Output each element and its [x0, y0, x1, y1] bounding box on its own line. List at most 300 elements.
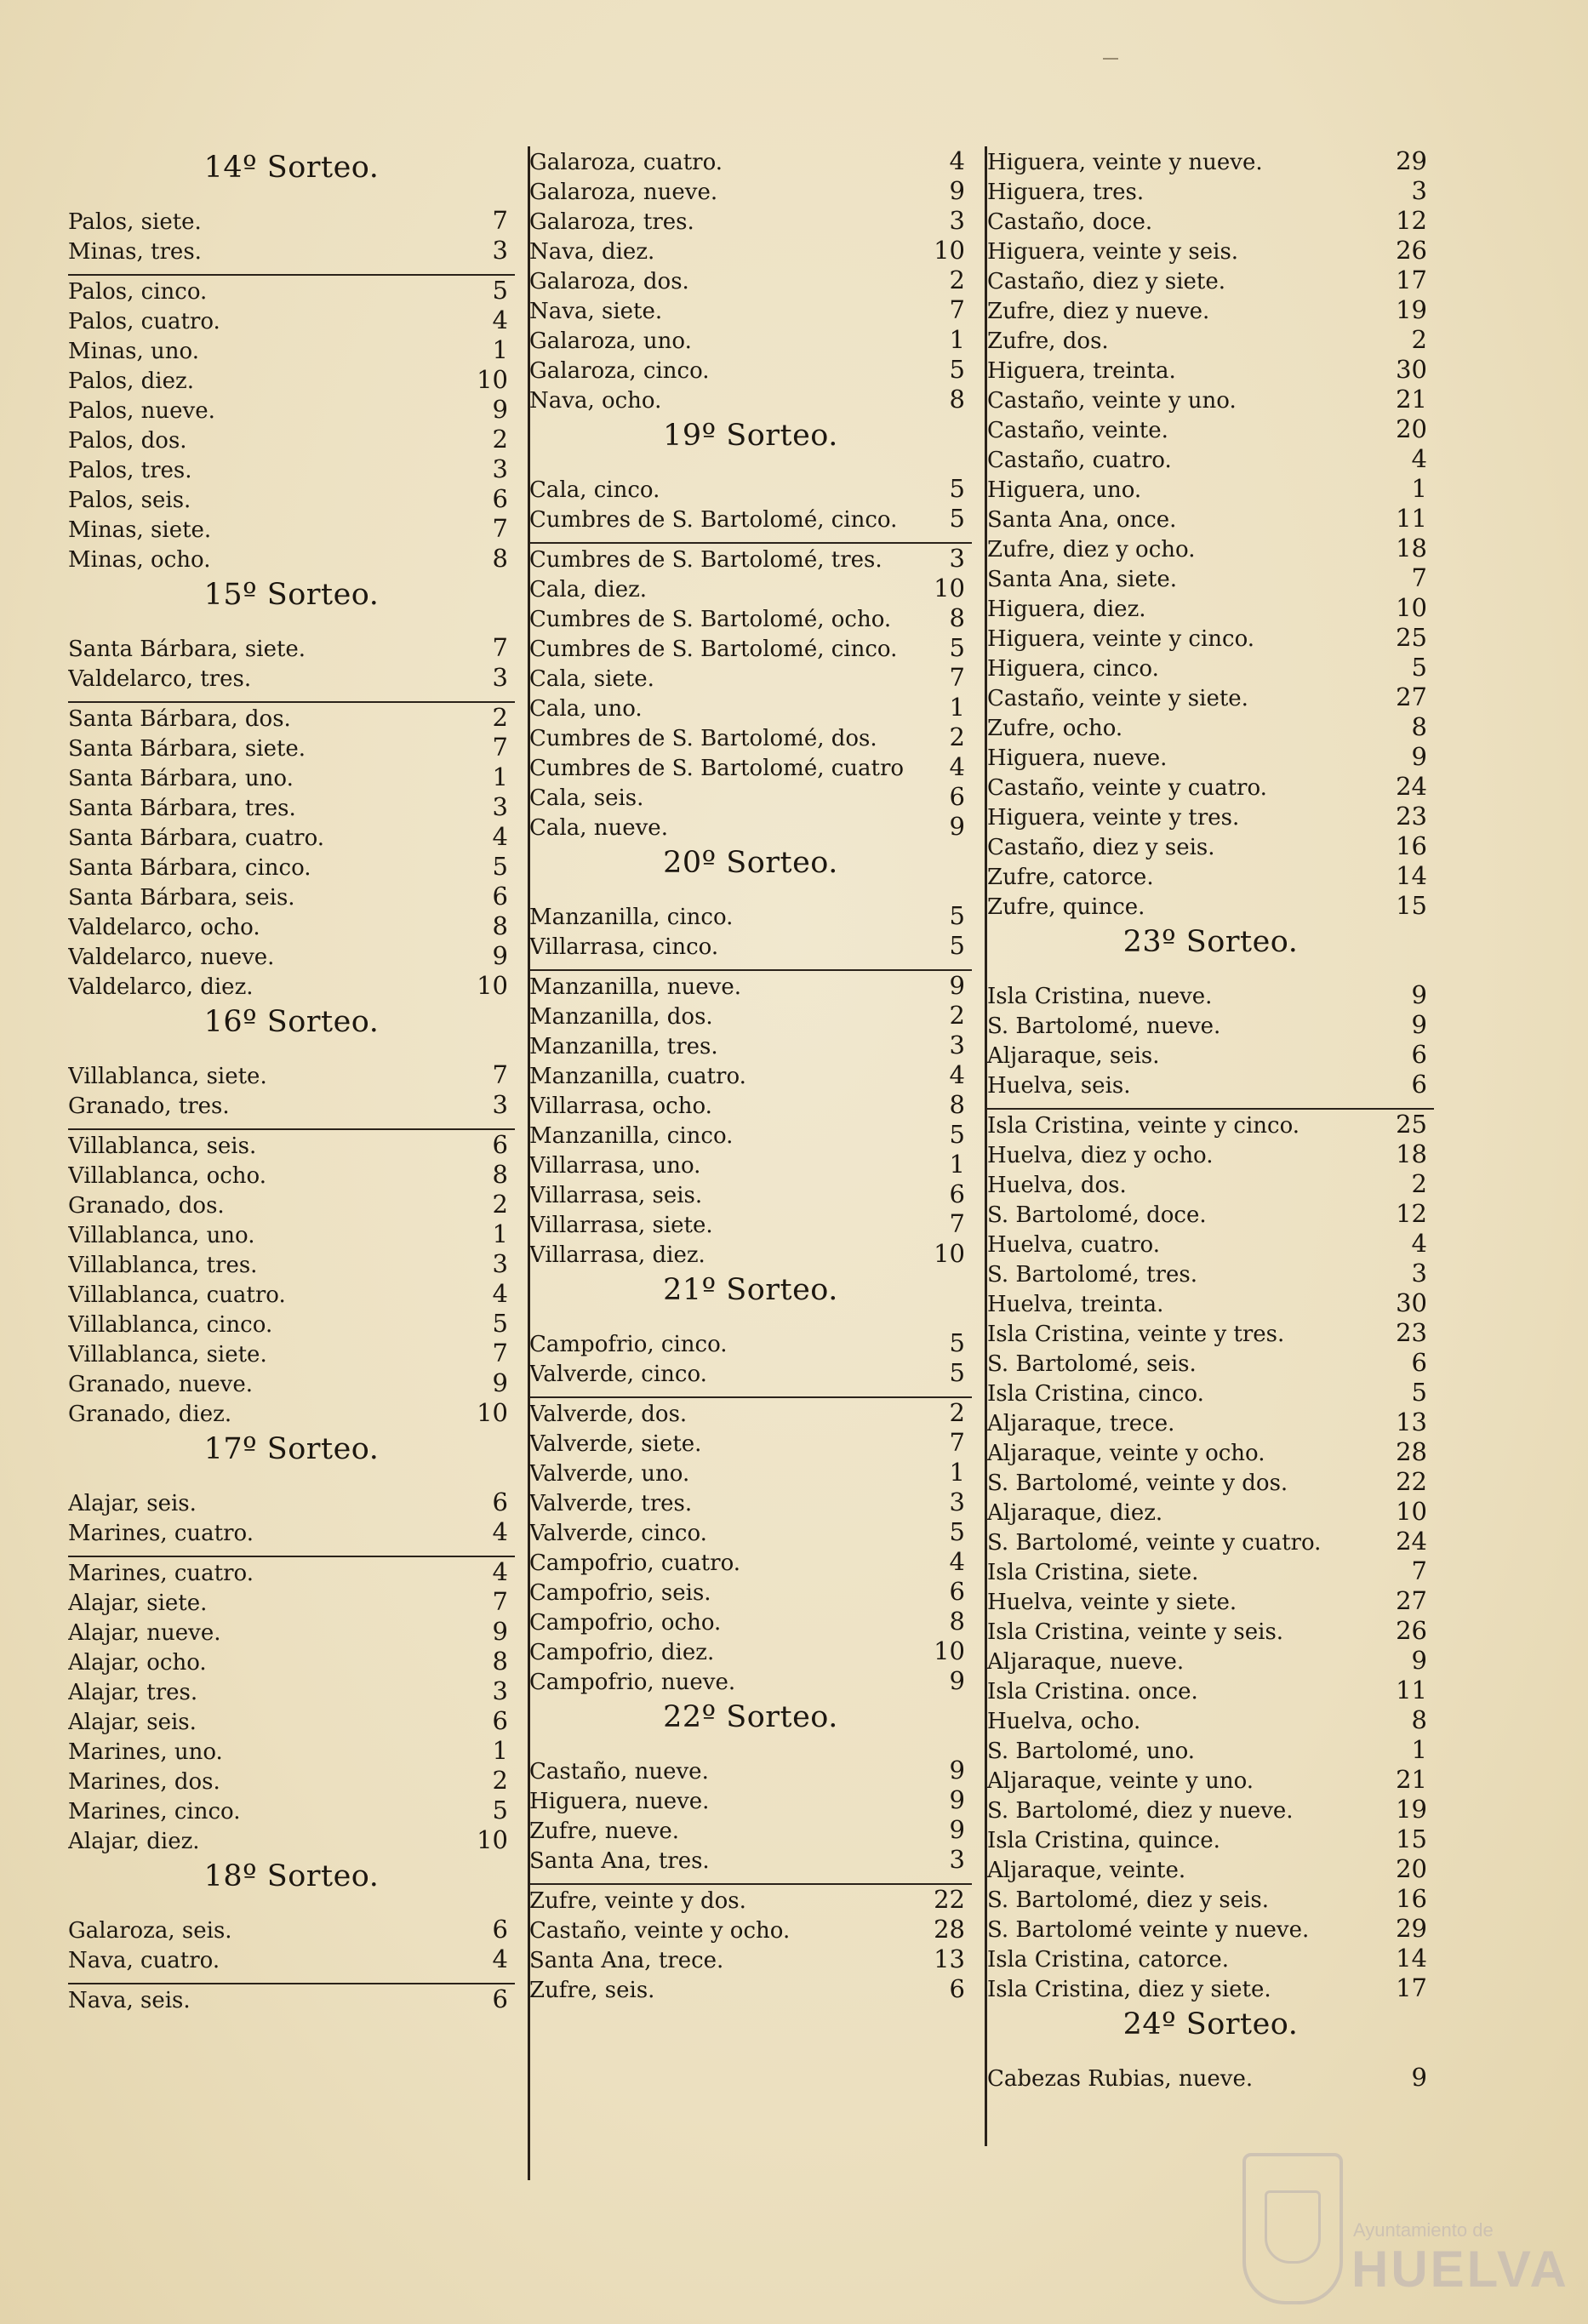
entry-number: 10 [477, 1398, 508, 1427]
draw-entry-row [68, 425, 515, 454]
draw-entry-row [987, 444, 1434, 474]
draw-entry-row [987, 1824, 1434, 1854]
entry-number: 17 [1396, 1973, 1427, 2002]
entry-location: Marines, cinco. [68, 1799, 241, 1824]
entry-number: 3 [949, 544, 965, 573]
draw-entry-row [987, 742, 1434, 772]
entry-location: Huelva, treinta. [987, 1292, 1164, 1317]
entry-number: 8 [949, 603, 965, 632]
draw-entry-row [529, 693, 972, 722]
entry-location: Valverde, siete. [529, 1431, 702, 1457]
entry-number: 18 [1396, 534, 1427, 562]
entry-location: Castaño, veinte y cuatro. [987, 775, 1267, 801]
entry-number: 6 [492, 1487, 508, 1516]
draw-entry-row [529, 1487, 972, 1517]
entry-number: 27 [1396, 1586, 1427, 1615]
entry-number: 3 [492, 236, 508, 265]
entry-location: Higuera, tres. [987, 180, 1145, 205]
entry-number: 20 [1396, 414, 1427, 443]
entry-number: 7 [492, 1060, 508, 1089]
draw-entry-row [987, 295, 1434, 325]
entry-location: Villablanca, cuatro. [68, 1282, 286, 1308]
entry-number: 8 [492, 911, 508, 940]
draw-entry-row [529, 1845, 972, 1875]
draw-entry-row [529, 1785, 972, 1815]
entry-number: 11 [1396, 1676, 1427, 1704]
entry-number: 2 [1411, 1169, 1427, 1198]
draw-entry-row [987, 266, 1434, 295]
draw-entry-row [529, 266, 972, 295]
draw-entry-row [68, 1556, 515, 1587]
draw-entry-row [987, 176, 1434, 206]
entry-number: 10 [1396, 593, 1427, 622]
entry-location: Aljaraque, trece. [987, 1411, 1175, 1436]
entry-location: Valverde, dos. [529, 1402, 688, 1427]
draw-entry-row [68, 1128, 515, 1160]
entry-number: 9 [1411, 1010, 1427, 1039]
entry-number: 5 [492, 852, 508, 881]
entry-location: Cala, nueve. [529, 815, 668, 841]
draw-entry-row [987, 980, 1434, 1010]
draw-entry-row [987, 861, 1434, 891]
entry-location: Valdelarco, ocho. [68, 915, 260, 940]
draw-entry-row [68, 544, 515, 574]
draw-entry-row [68, 484, 515, 514]
entry-location: Zufre, dos. [987, 328, 1109, 354]
draw-entry-row [68, 1279, 515, 1309]
entry-location: Granado, nueve. [68, 1372, 253, 1397]
draw-entry-row [68, 395, 515, 425]
draw-entry-row [529, 1547, 972, 1577]
entry-number: 5 [492, 276, 508, 305]
entry-location: Isla Cristina, cinco. [987, 1381, 1204, 1407]
entry-location: Higuera, uno. [987, 477, 1142, 503]
entry-location: Cumbres de S. Bartolomé, cuatro [529, 756, 905, 781]
entry-number: 4 [949, 146, 965, 175]
entry-number: 8 [949, 1090, 965, 1119]
entry-number: 1 [492, 1736, 508, 1765]
draw-entry-row [529, 901, 972, 931]
draw-entry-row [68, 1090, 515, 1120]
entry-number: 20 [1396, 1854, 1427, 1883]
entry-number: 5 [949, 355, 965, 384]
draw-entry-row [529, 1209, 972, 1239]
entry-number: 6 [1411, 1040, 1427, 1069]
draw-entry-row [987, 1040, 1434, 1070]
draw-entry-row [529, 931, 972, 961]
entry-number: 10 [934, 1239, 965, 1268]
draw-heading: 14º Sorteo. [203, 151, 380, 185]
draw-entry-row [529, 385, 972, 414]
entry-location: Nava, seis. [68, 1988, 191, 2013]
draw-entry-row [987, 802, 1434, 831]
draw-entry-row [68, 941, 515, 971]
entry-number: 9 [949, 1756, 965, 1784]
draw-entry-row [987, 712, 1434, 742]
draw-entry-row [68, 1487, 515, 1517]
entry-number: 4 [949, 752, 965, 781]
draw-heading: 24º Sorteo. [1122, 2007, 1299, 2041]
draw-entry-row [529, 574, 972, 603]
entry-number: 2 [492, 1190, 508, 1219]
entry-location: Granado, dos. [68, 1193, 225, 1219]
draw-entry-row [529, 542, 972, 574]
entry-location: Isla Cristina, siete. [987, 1560, 1199, 1585]
entry-number: 3 [492, 1249, 508, 1278]
entry-number: 1 [492, 1219, 508, 1248]
entry-number: 1 [1411, 1735, 1427, 1764]
entry-location: Isla Cristina, quince. [987, 1828, 1220, 1853]
draw-heading: 17º Sorteo. [203, 1432, 380, 1466]
draw-entry-row [68, 852, 515, 882]
entry-location: Aljaraque, diez. [987, 1500, 1163, 1526]
entry-number: 3 [492, 1676, 508, 1705]
draw-entry-row [529, 1090, 972, 1120]
draw-entry-row [987, 1944, 1434, 1973]
entry-number: 19 [1396, 1795, 1427, 1824]
draw-entry-row [68, 633, 515, 663]
entry-location: Palos, seis. [68, 488, 191, 513]
entry-location: Valdelarco, nueve. [68, 945, 275, 970]
entry-number: 21 [1396, 385, 1427, 414]
entry-location: Alajar, siete. [68, 1590, 208, 1616]
entry-number: 2 [492, 1766, 508, 1795]
entry-location: Manzanilla, cuatro. [529, 1064, 746, 1089]
entry-location: Isla Cristina. once. [987, 1679, 1198, 1704]
entry-location: Cala, uno. [529, 696, 643, 722]
entry-location: Manzanilla, tres. [529, 1034, 718, 1059]
entry-location: Huelva, seis. [987, 1073, 1131, 1099]
entry-number: 2 [949, 722, 965, 751]
draw-entry-row [68, 1398, 515, 1428]
entry-location: Cumbres de S. Bartolomé, cinco. [529, 637, 898, 662]
draw-entry-row [987, 1795, 1434, 1824]
entry-location: Alajar, nueve. [68, 1620, 221, 1646]
draw-entry-row [529, 1179, 972, 1209]
entry-location: Higuera, veinte y seis. [987, 239, 1239, 265]
entry-number: 3 [949, 1031, 965, 1059]
entry-location: Isla Cristina, catorce. [987, 1947, 1230, 1973]
entry-location: Zufre, veinte y dos. [529, 1888, 746, 1914]
entry-number: 7 [492, 733, 508, 762]
entry-number: 26 [1396, 1616, 1427, 1645]
entry-location: Santa Bárbara, dos. [68, 706, 291, 732]
entry-location: Minas, uno. [68, 339, 200, 364]
entry-number: 5 [949, 474, 965, 503]
entry-location: Huelva, diez y ocho. [987, 1143, 1214, 1168]
draw-entry-row [529, 1974, 972, 2004]
draw-entry-row [529, 146, 972, 176]
entry-number: 26 [1396, 236, 1427, 265]
entry-number: 9 [1411, 1646, 1427, 1675]
entry-number: 1 [949, 1150, 965, 1179]
entry-location: Alajar, seis. [68, 1710, 197, 1735]
draw-entry-row [68, 1676, 515, 1706]
draw-entry-row [529, 1577, 972, 1607]
entry-location: Zufre, catorce. [987, 865, 1154, 890]
draw-entry-row [987, 682, 1434, 712]
draw-entry-row [68, 1517, 515, 1547]
entry-number: 2 [949, 266, 965, 294]
entry-location: Higuera, diez. [987, 597, 1146, 622]
draw-entry-row [68, 733, 515, 762]
draw-entry-row [987, 206, 1434, 236]
entry-number: 9 [1411, 742, 1427, 771]
entry-number: 6 [492, 1130, 508, 1159]
entry-number: 1 [949, 1458, 965, 1487]
entry-location: Nava, cuatro. [68, 1948, 220, 1973]
entry-location: Higuera, veinte y tres. [987, 805, 1240, 831]
draw-entry-row [529, 325, 972, 355]
entry-number: 23 [1396, 1318, 1427, 1347]
entry-location: Zufre, diez y nueve. [987, 299, 1210, 324]
draw-entry-row [529, 633, 972, 663]
entry-location: Higuera, veinte y nueve. [987, 150, 1263, 175]
draw-entry-row [529, 969, 972, 1001]
entry-number: 3 [492, 1090, 508, 1119]
draw-entry-row [529, 812, 972, 842]
entry-location: Nava, diez. [529, 239, 655, 265]
entry-location: Galaroza, cinco. [529, 358, 710, 384]
entry-number: 4 [949, 1547, 965, 1576]
entry-location: S. Bartolomé, veinte y dos. [987, 1470, 1288, 1496]
entry-location: Huelva, veinte y siete. [987, 1590, 1237, 1615]
draw-entry-row [68, 1617, 515, 1647]
entry-number: 3 [1411, 1259, 1427, 1288]
entry-location: Palos, cuatro. [68, 309, 220, 334]
entry-number: 9 [949, 812, 965, 841]
entry-number: 17 [1396, 266, 1427, 294]
draw-entry-row [529, 1428, 972, 1458]
entry-location: Galaroza, seis. [68, 1918, 232, 1944]
draw-entry-row [529, 1060, 972, 1090]
entry-number: 8 [492, 1647, 508, 1676]
draw-entry-row [987, 1070, 1434, 1099]
entry-location: Campofrio, cuatro. [529, 1550, 741, 1576]
draw-entry-row [529, 1150, 972, 1179]
draw-entry-row [987, 1646, 1434, 1676]
draw-entry-row [987, 236, 1434, 266]
entry-location: Higuera, nueve. [987, 745, 1168, 771]
entry-number: 3 [949, 206, 965, 235]
entry-location: S. Bartolomé, nueve. [987, 1014, 1221, 1039]
entry-location: Valdelarco, diez. [68, 974, 254, 1000]
entry-location: Zufre, quince. [987, 894, 1145, 920]
entry-location: Santa Bárbara, siete. [68, 736, 306, 762]
entry-location: Manzanilla, nueve. [529, 974, 742, 1000]
draw-entry-row [987, 1705, 1434, 1735]
draw-entry-row [987, 1467, 1434, 1497]
entry-number: 27 [1396, 682, 1427, 711]
entry-number: 8 [1411, 712, 1427, 741]
draw-entry-row [529, 752, 972, 782]
entry-location: Isla Cristina, veinte y cinco. [987, 1113, 1300, 1139]
entry-number: 7 [949, 295, 965, 324]
entry-number: 25 [1396, 623, 1427, 652]
draw-heading: 16º Sorteo. [203, 1005, 380, 1039]
entry-location: Villarrasa, siete. [529, 1213, 713, 1238]
draw-entry-row [987, 1616, 1434, 1646]
draw-heading: 22º Sorteo. [663, 1700, 838, 1734]
entry-number: 4 [492, 305, 508, 334]
draw-entry-row [529, 1358, 972, 1388]
draw-heading: 18º Sorteo. [203, 1859, 380, 1893]
entry-location: Huelva, ocho. [987, 1709, 1141, 1734]
entry-number: 5 [949, 633, 965, 662]
entry-location: Higuera, cinco. [987, 656, 1159, 682]
entry-location: Villablanca, siete. [68, 1342, 267, 1368]
entry-number: 10 [1396, 1497, 1427, 1526]
entry-location: Nava, siete. [529, 299, 663, 324]
draw-entry-row [987, 1497, 1434, 1527]
entry-location: Manzanilla, cinco. [529, 905, 734, 930]
stamp-title: HUELVA [1351, 2241, 1569, 2298]
entry-number: 6 [1411, 1348, 1427, 1377]
entry-location: Minas, ocho. [68, 547, 211, 573]
entry-number: 5 [949, 1328, 965, 1357]
entry-number: 9 [1411, 980, 1427, 1009]
entry-location: Valverde, cinco. [529, 1521, 707, 1546]
entry-location: Cala, seis. [529, 785, 644, 811]
draw-entry-row [987, 2063, 1434, 2093]
draw-entry-row [987, 1318, 1434, 1348]
draw-entry-row [529, 355, 972, 385]
entry-location: Isla Cristina, veinte y tres. [987, 1322, 1285, 1347]
entry-number: 7 [949, 1209, 965, 1238]
entry-location: Minas, tres. [68, 239, 202, 265]
draw-entry-row [987, 1586, 1434, 1616]
entry-number: 6 [949, 782, 965, 811]
draw-entry-row [987, 1973, 1434, 2003]
draw-entry-row [68, 335, 515, 365]
entry-location: Campofrio, nueve. [529, 1670, 736, 1695]
entry-location: Alajar, tres. [68, 1680, 198, 1705]
entry-location: Galaroza, tres. [529, 209, 694, 235]
entry-number: 14 [1396, 861, 1427, 890]
draw-entry-row [68, 762, 515, 792]
entry-number: 6 [949, 1179, 965, 1208]
entry-number: 8 [949, 385, 965, 414]
entry-location: Villablanca, cinco. [68, 1312, 273, 1338]
draw-entry-row [987, 891, 1434, 921]
draw-entry-row [987, 1676, 1434, 1705]
entry-number: 6 [492, 484, 508, 513]
draw-entry-row [68, 236, 515, 266]
entry-number: 3 [492, 454, 508, 483]
entry-location: Manzanilla, dos. [529, 1004, 713, 1030]
entry-number: 7 [949, 1428, 965, 1457]
entry-number: 22 [934, 1885, 965, 1914]
draw-entry-row [529, 663, 972, 693]
entry-location: Cumbres de S. Bartolomé, ocho. [529, 607, 892, 632]
entry-location: Santa Bárbara, cuatro. [68, 825, 325, 851]
entry-number: 10 [934, 1636, 965, 1665]
entry-location: Villarrasa, diez. [529, 1242, 705, 1268]
entry-number: 12 [1396, 206, 1427, 235]
entry-location: Villablanca, ocho. [68, 1163, 266, 1189]
entry-number: 9 [949, 1815, 965, 1844]
entry-number: 5 [492, 1309, 508, 1338]
entry-location: Palos, siete. [68, 209, 202, 235]
entry-location: Huelva, dos. [987, 1173, 1127, 1198]
entry-number: 9 [492, 1617, 508, 1646]
draw-entry-row [987, 1259, 1434, 1288]
draw-entry-row [529, 1666, 972, 1696]
entry-location: Cumbres de S. Bartolomé, dos. [529, 726, 877, 751]
column-left [68, 146, 515, 2014]
entry-location: Zufre, nueve. [529, 1819, 679, 1844]
entry-location: Aljaraque, veinte y uno. [987, 1768, 1254, 1794]
draw-entry-row [68, 1647, 515, 1676]
entry-location: Santa Ana, trece. [529, 1948, 724, 1973]
entry-location: Marines, cuatro. [68, 1561, 254, 1586]
draw-entry-row [68, 1587, 515, 1617]
entry-location: Santa Ana, once. [987, 507, 1177, 533]
entry-number: 10 [934, 236, 965, 265]
entry-location: Castaño, veinte y uno. [987, 388, 1237, 414]
entry-location: Palos, tres. [68, 458, 192, 483]
entry-location: S. Bartolomé, diez y nueve. [987, 1798, 1294, 1824]
draw-heading: 23º Sorteo. [1122, 925, 1299, 959]
entry-location: Castaño, diez y seis. [987, 835, 1215, 860]
entry-number: 9 [492, 1368, 508, 1397]
draw-entry-row [987, 325, 1434, 355]
entry-location: Campofrio, cinco. [529, 1332, 728, 1357]
draw-entry-row [987, 1914, 1434, 1944]
page-mark [1103, 58, 1118, 60]
draw-entry-row [529, 504, 972, 534]
entry-location: Zufre, ocho. [987, 716, 1123, 741]
entry-number: 5 [1411, 653, 1427, 682]
entry-location: Santa Ana, siete. [987, 567, 1177, 592]
entry-location: Santa Ana, tres. [529, 1848, 710, 1874]
entry-number: 5 [949, 1358, 965, 1387]
entry-number: 28 [934, 1915, 965, 1944]
entry-number: 7 [492, 206, 508, 235]
entry-number: 19 [1396, 295, 1427, 324]
entry-location: Nava, ocho. [529, 388, 662, 414]
draw-entry-row [68, 1766, 515, 1796]
entry-location: Campofrio, ocho. [529, 1610, 722, 1636]
entry-location: Valverde, cinco. [529, 1362, 707, 1387]
entry-number: 7 [1411, 1556, 1427, 1585]
entry-location: Galaroza, dos. [529, 269, 689, 294]
entry-number: 10 [934, 574, 965, 602]
entry-location: Campofrio, seis. [529, 1580, 711, 1606]
draw-entry-row [68, 1060, 515, 1090]
entry-number: 5 [949, 901, 965, 930]
entry-location: Castaño, veinte. [987, 418, 1168, 443]
entry-location: Alajar, diez. [68, 1829, 200, 1854]
entry-location: Higuera, veinte y cinco. [987, 626, 1255, 652]
draw-entry-row [987, 534, 1434, 563]
entry-location: Alajar, seis. [68, 1491, 197, 1516]
entry-location: Minas, siete. [68, 517, 212, 543]
entry-location: Cabezas Rubias, nueve. [987, 2066, 1254, 2092]
draw-entry-row [987, 1854, 1434, 1884]
draw-entry-row [529, 1396, 972, 1428]
entry-number: 23 [1396, 802, 1427, 831]
entry-number: 4 [492, 1517, 508, 1546]
entry-location: S. Bartolomé, uno. [987, 1739, 1196, 1764]
entry-location: Valverde, tres. [529, 1491, 693, 1516]
entry-number: 16 [1396, 831, 1427, 860]
draw-entry-row [529, 603, 972, 633]
entry-number: 1 [492, 335, 508, 364]
entry-location: Marines, dos. [68, 1769, 220, 1795]
draw-entry-row [987, 1139, 1434, 1169]
entry-number: 1 [492, 762, 508, 791]
